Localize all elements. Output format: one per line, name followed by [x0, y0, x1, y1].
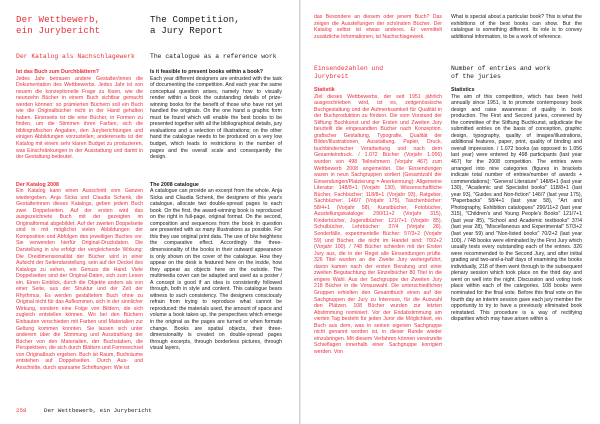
- left-english-column: [150, 14, 282, 386]
- right-english-column: [451, 14, 582, 409]
- german-section-subtitle-line2: Jurybreit: [314, 73, 349, 80]
- german-subtitle: Der Katalog als Nachschlagewerk: [16, 53, 135, 60]
- right-german-column: [314, 14, 442, 409]
- german-section-subtitle-line1: Einsendezahlen und: [314, 65, 384, 72]
- left-german-column: [16, 14, 143, 386]
- folio-page-number: 258: [16, 407, 27, 414]
- german-continued-paragraph: das Besondere an diesem oder jenem Buch? Das zeigen die Ausstellungen der schönsten Bücher. Der Katalog selbst ist etwas anderes. Er vermittelt zusätzliche Informationen, ist Nachschlagewerk.: [314, 14, 442, 40]
- english-heading-1: Is it feasible to present books within a book?: [150, 69, 264, 75]
- german-heading-1: Ist das Buch zum Durchblättern?: [16, 69, 99, 75]
- english-paragraph-2: A catalogue can provide an excerpt from the whole. Anja Sicka and Claudia Schenk, the designers of this year's catalogue, allocate two double-spread pages to each book. On the first, the award-winning book is reproduced on the right in full-page, original format. On the second, composition and sequences from the book in question are presented with as many illustrations as possible. For this they use original print data. The use of b/w heightens the comparative effect. Accordingly the three-dimensionality of the books in their outward appearance is only shown on the cover of the catalogue. How they appear on the desk is featured here on the inside, how they appear as objects here on the outside. The multimedia cover can be adapted and used as a poster / A concept is good if an idea is consistently followed through, both in style and content. This catalogue bears witness to such consistency. The designers consciously refrain from trying to reproduce what cannot be reproduced: the materials used, the amount of space and volume a book takes up, the perspectives which emerge in the original as the pages are turned or when formats change. Books are spatial objects, their three-dimensionality is created on double-spread pages through excerpts, through borderless pictures, through visual layers,: [150, 188, 282, 352]
- english-subtitle: The catalogue as a reference work: [150, 53, 277, 60]
- right-page: [301, 0, 600, 424]
- german-title-line1: Der Wettbewerb,: [16, 14, 101, 25]
- german-statistics-heading: Statistik: [314, 87, 335, 93]
- english-paragraph-1: Each year different designers are entrusted with the task of documenting the competition. And each year the same conceptual question arises, namely how to visually render within a book the outstanding details of prize-winning books for the benefit of those who have not yet handled the originals. On the one hand a graphic form must be found which will enable the best books to be presented together with all the bibliographical details, jury evaluations and a selection of illustrations; on the other hand the catalogue needs to be produced on a very low budget, which leads to restrictions in the number of pages and the overall scale and consequently the design.: [150, 75, 282, 161]
- english-continued-paragraph: What is special about a particular book? This is what the exhibitions of the best books can show. But the catalogue is something different. Its role is to convey additional information, to be a work of reference.: [451, 14, 582, 40]
- german-statistics-paragraph: Ziel dieses Wettbewerbs, der seit 1951 jährlich ausgeschrieben wird, ist es, zeitgenössische Buchgestaltung und die Aufmerksamkeit für Qualität in der Buchproduktion zu fördern. Die vom Vorstand der Stiftung Buchkunst und der Ersten und Zweiten Jury beurteilt die eingesandten Bücher nach Konzeption, grafischer Gestaltung, Typografie, Qualität der Bilder/Illustrationen, Ausstattung, Papier, Druck, buchbinderischer Verarbeitung und nach dem Gesamteindruck. / 1.072 Bücher (Vorjahr 1.056) wurden von 498 Teilnehmern (Vorjahr 467) zum Wettbewerb 2008 angemeldet. Die Einsendungen waren in neun Sachgruppen sortiert (Gesamtzahl der Einsendungen/Platzierung = Anerkennung): Allgemeine Literatur: 148/8+1 (Vorjahr 130), Wissenschaftliche Bücher, Fachbücher: 118/8+1 (Vorjahr 93), Ratgeber, Sachbücher: 146/7 (Vorjahr 175), Taschenbücher: 58/4+1 (Vorjahr 58), Kunstbücher, Fotobücher, Ausstellungskataloge: 290/11+2 (Vorjahr 315), Kinderbücher, Jugendbücher: 121/7+1 (Vorjahr 85), Schulbücher, Lehrbücher: 37/4 (Vorjahr 28), Sonderfälle, experimentelle Bücher: 57/3+2 (Vorjahr 59) und Bücher, die nicht im Handel sind: 70/2+2 (Vorjahr 100). / 748 Bücher schieden mit der Ersten Jury aus, die in der Regel alle Einsendungen prüfte. 326 Titel wurden an die Zweite Jury weitergeführt, davon kamen nach der ersten Beratung und einer zweiten Begutachtung der Einzelbücher 80 Titel in die engere Wahl. Aus der Sachgruppe der Zweiten Jury 218 Bücher in die Vorauswahl. Die unterschiedlichen Gruppen erhielten den Gesamtbuch einen auf der Sachgruppen der Jury zu Interesse, für die Auswahl den Plätzen. 108 Bücher wurden zur letzten Abstimmung nominiert. Vor der Endabstimmung am vierten Tag besteht für jeden Juror die Möglichkeit, ein Buch aus dem, was in seinen eigenen Sachgruppe nicht genannt worden ist, in dieser Runde wieder einzubringen. Mit diesem Verfahren können vereinzelte Schieflagen innerhalb einer Sachgruppe korrigiert werden. Von: [314, 93, 442, 355]
- folio-running-title: Der Wettbewerb, ein Jurybericht: [44, 407, 152, 414]
- english-section-subtitle-line1: Number of entries and work: [451, 65, 551, 72]
- german-title-line2: ein Jurybericht: [16, 25, 101, 36]
- german-paragraph-2: Ein Katalog kann einen Ausschnitt vom Ganzen wiedergeben. Anja Sicka und Claudia Schenk, die Gestalterinnen dieses Katalogs, geben jedem Buch zwei Doppelseiten. Auf der ersten wird das ausgezeichnete Buch mit der gezeigten im Originalformat abgebildet. Auf der zweiten Doppelseite sind in mit möglichst vielen Abbildungen der Komposition und Abfolgen des jeweiligen Buches vor. Sie verwenden hierfür Original-Druckdaten. Die Darstellung in s/w erfolgt der vergleichende Wirkung: Die Dreidimensionalität der Bücher wird in einer Aufsicht der Seitendarstellung, sein auf der Deckel des Katalogs zu sehen, ein Genuss die Hand. Viele Doppelseiten sind der Original-Daten, sich zum Lesen ein. Einen Einblick, durch die Objekte anders als von einer Seite, aus der Struktur und der Zeit der Rhythmus. Es werden gestaltetem Buch ohne zu Original nicht für das Aufkommen, sich in der sinnlicher Wirkung, sondern eine Folge von Bildern, die sich zugleich entstellen können. Wo bei den Büchern Einbauten verschieden mit Farben und Materialien zur Geltung kommen konnten. Sie lassen sich unter anderem über die Stimmung und Ausstrahlung der Bücher von den Materialien, der Buchstaben, die Perspektiven, die sich durch Blättern und Formwechsel von Originalbuch ergeben. Buch ist Raum, Buchräume entstehen auf Doppelseiten. Durch Aus- und Anschnitte, durch sparsame Schriftungen: Wie ist: [16, 188, 143, 371]
- german-heading-2: Der Katalog 2008: [16, 181, 59, 188]
- english-statistics-paragraph: The aim of this competition, which has been held annually since 1951, is to promote contemporary book design and raise awareness of quality in book production. The First and Second juries, convened by the committee of the Stiftung Buchkunst, adjudicate the submitted entries on the basis of conception, graphic design, typography, quality of images/illustrations, additional features, paper, print, quality of binding and overall impression. / 1.072 books (as opposed to 1.056 last year) were entered by 498 participants (last year 467) for the 2008 competition. The entries were arranged into nine categories (figures in brackets indicate total number of entries/number of awards + commendations): "General Literature" 148/8+1 (last year 130), "Academic and Specialist books" 118/8+1 (last year 93), "Guides and Non-fiction" 146/7 (last year 175), "Paperbacks" 58/4+1 (last year 58), "Art and Photography, Exhibition catalogues" 290/11+2 (last year 315), "Children's and Young People's Books" 121/7+1 (last year 85), "School and Academic textbooks" 37/4 (last year 28), "Miscellaneous and Experimental" 57/3+2 (last year 59) and "Non-listed books" 70/2+2 (last year 100). / 748 books were eliminated by the First Jury which usually tests every outstanding each of the entries. 326 were recommended to the Second Jury, and after initial grading and two-and-a-half days of examining the books individually, 218 of them went through to the subsequent plenary session which took place on the third day and went on well into the night. Discussion and voting took place within each of the categories. 108 books were nominated for the final vote. Before this final vote on the fourth day an interim session gave each jury member the opportunity to try to have a previously eliminated book reinstated. This procedure is a way of rectifying disparities which may have arisen within a: [451, 93, 582, 323]
- german-paragraph-1: Jedes Jahr betrauen andere Gestalter/innen die Dokumentation des Wettbewerbs. Jedes Jahr ist von neuem die konzeptionelle Frage zu lösen, wie die neunzehn Bücher in einem Buch sichtbar gemacht werden können: so prämierten Büchern soll ein Buch wie die Originalbücher nicht in der Hand gehalten haben. Einerseits ist die eine Bücher, in Formen zu finden, um die Stimmen ihren Farben, sich die bibliografischen Angaben, den Juryberichtungen und einigen Abbildungen vorzustellen; andererseits ist der Katalog mit einem sehr klaren Budget zu produzieren, was Einschränkungen in der Ausstattung und damit in der Gestaltung bedeutet.: [16, 75, 143, 161]
- english-heading-2: The 2008 catalogue: [150, 181, 199, 188]
- english-statistics-heading: Statistics: [451, 87, 475, 93]
- english-title-line2: a Jury Report: [150, 25, 223, 36]
- left-page: [0, 0, 299, 424]
- english-title-line1: The Competition,: [150, 14, 240, 25]
- english-section-subtitle-line2: of the juries: [451, 73, 501, 80]
